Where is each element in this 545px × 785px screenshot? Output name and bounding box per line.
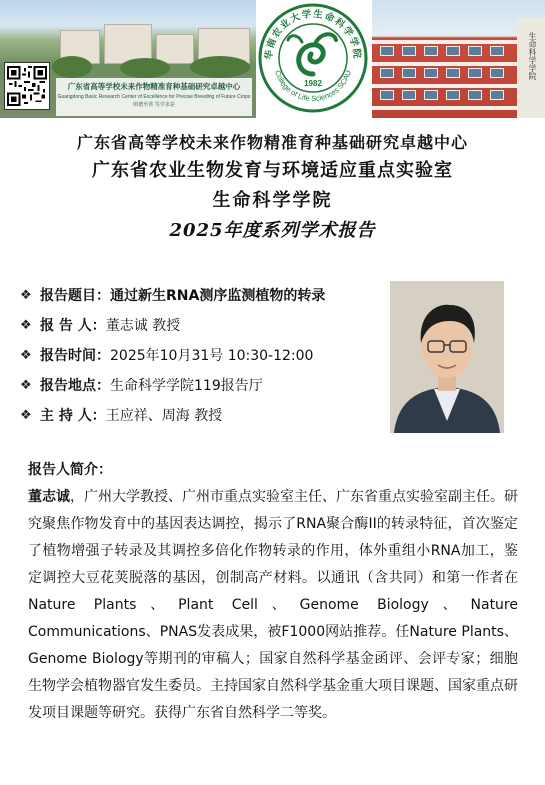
bio-speaker-name: 董志诚 [28,489,70,505]
report-info-list [20,280,380,430]
bio-heading: 报告人简介： [28,462,112,478]
info-row-time [20,340,380,370]
info-colon: ： [91,318,106,334]
info-colon: ： [96,378,110,394]
title-center: 广东省高等学校未来作物精准育种基础研究卓越中心 [76,133,468,152]
info-value-speaker: 董志诚 教授 [105,318,181,334]
title-series: 2025年度系列学术报告 [169,220,376,241]
titles-block [0,130,545,246]
college-logo [256,0,370,118]
info-row-location [20,370,380,400]
title-lab: 广东省农业生物发育与环境适应重点实验室 [92,160,453,181]
info-value-host: 王应祥、周海 教授 [105,408,223,424]
info-colon: ： [96,348,110,364]
banner-caption-en: Guangdong Basic Research Center of Excellence for Precise Breeding of Future Crops [57,94,251,100]
banner-caption [56,78,252,116]
bio-paragraph [28,484,518,727]
info-row-host [20,400,380,430]
logo-ring-text-en: College of Life Sciences SCAU [273,69,353,104]
qr-code [4,62,50,110]
info-value-location: 生命科学学院119报告厅 [110,378,263,394]
diamond-bullet-icon: ❖ [20,407,32,423]
info-value-topic: 通过新生RNA测序监测植物的转录 [110,288,326,304]
diamond-bullet-icon: ❖ [20,317,32,333]
header-banner [0,0,545,118]
info-row-topic [20,280,380,310]
diamond-bullet-icon: ❖ [20,377,32,393]
info-value-time: 2025年10月31号 10:30-12:00 [110,348,314,364]
building-photo [372,0,545,118]
logo-ring-text-cn: 华南农业大学生命科学学院 [263,8,363,61]
info-label: 报告时间 [40,348,96,364]
banner-motto: 明德至善 笃学求是 [133,102,175,108]
info-label: 报 告 人 [40,318,92,334]
banner-caption-cn: 广东省高等学校未来作物精准育种基础研究卓越中心 [67,82,241,91]
info-label: 报告地点 [40,378,96,394]
building-sign: 生命科学学院 [528,32,537,80]
speaker-photo [390,281,504,433]
title-college: 生命科学学院 [212,190,333,211]
info-row-speaker [20,310,380,340]
info-colon: ： [96,288,110,304]
info-label: 报告题目 [40,288,96,304]
logo-year: 1982 [304,79,322,88]
info-colon: ： [91,408,106,424]
diamond-bullet-icon: ❖ [20,287,32,303]
info-label: 主 持 人 [40,408,92,424]
bio-text: ，广州大学教授、广州市重点实验室主任、广东省重点实验室副主任。研究聚焦作物发育中的基因表达调控，揭示了RNA聚合酶II的转录特征，首次鉴定了植物增强子转录及其调控多倍化作物转录的作用，体外重组小RNA加工，鉴定调控大豆花荚脱落的基因，创制高产材料。以通讯（含共同）和第一作者在Nature Plants、Plant Cell、Genome Biology、Nature Communications、PNAS发表成果，被F1000网站推荐。任Nature Plants、Genome Biology等期刊的审稿人；国家自然科学基金函评、会评专家；细胞生物学会植物器官发生委员。主持国家自然科学基金重大项目课题、国家重点研发项目课题等研究。获得广东省自然科学二等奖。 [28,489,518,721]
diamond-bullet-icon: ❖ [20,347,32,363]
campus-photo [0,0,256,118]
